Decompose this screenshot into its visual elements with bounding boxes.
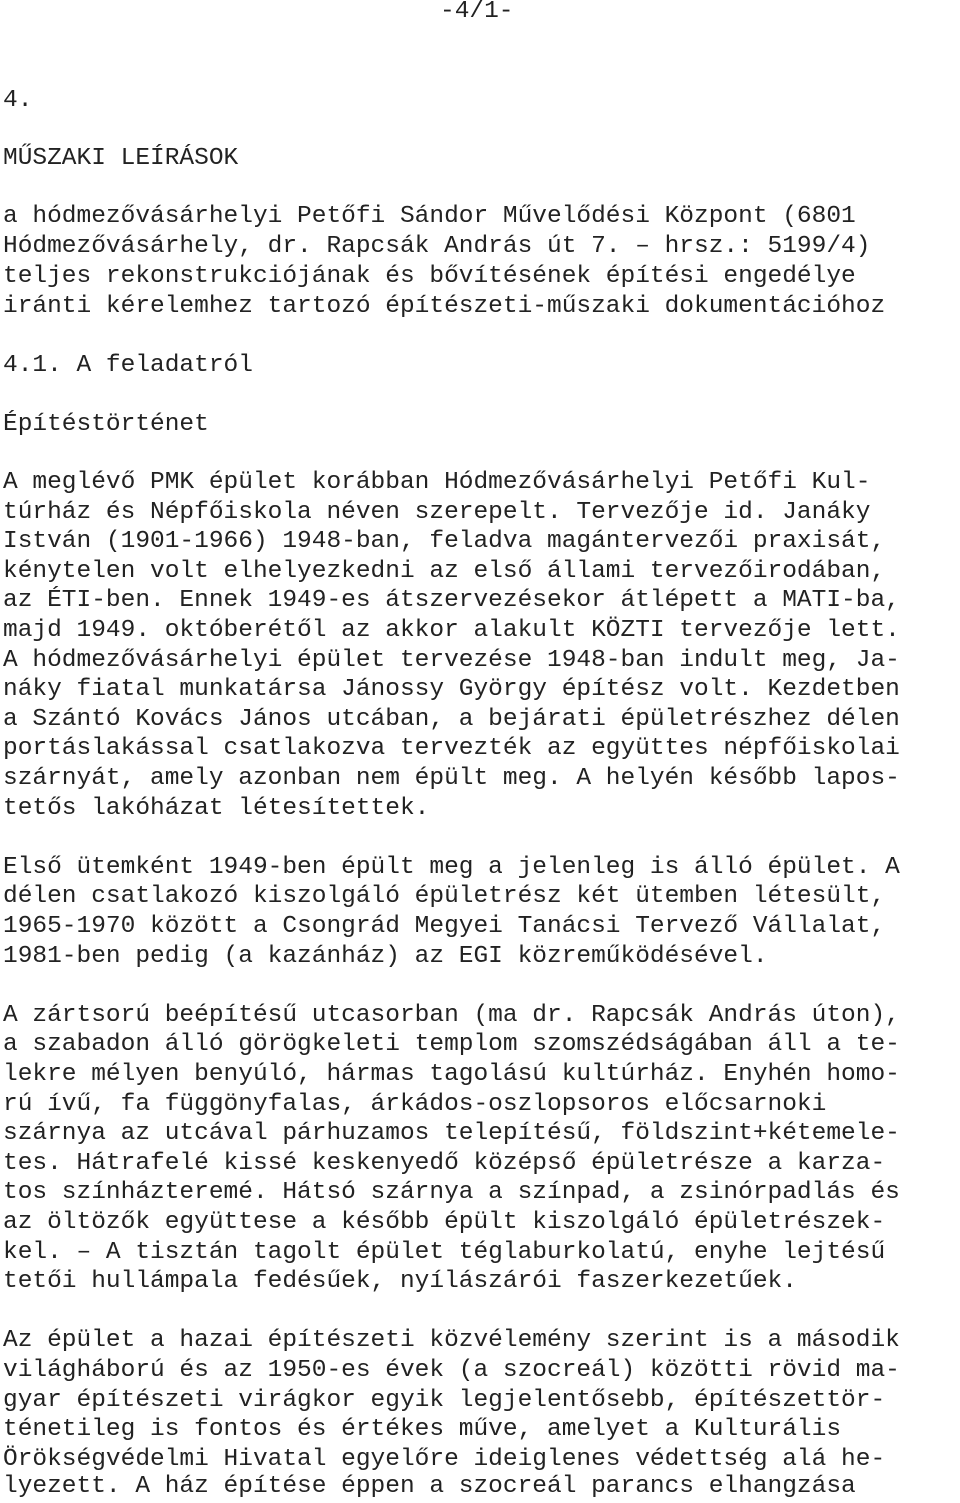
- paragraph-line: majd 1949. októberétől az akkor alakult KÖZTI tervezője lett.: [3, 617, 900, 644]
- paragraph-line: Első ütemként 1949-ben épült meg a jelenleg is álló épület. A: [3, 854, 900, 881]
- page-number: -4/1-: [440, 0, 514, 25]
- paragraph-line: tetői hullámpala fedésűek, nyílászárói faszerkezetűek.: [3, 1268, 797, 1295]
- paragraph-line: világháború és az 1950-es évek (a szocreál) közötti rövid ma-: [3, 1357, 900, 1384]
- paragraph-line: délen csatlakozó kiszolgáló épületrész két ütemben létesült,: [3, 883, 886, 910]
- paragraph-line: 1965-1970 között a Csongrád Megyei Tanácsi Tervező Vállalat,: [3, 913, 886, 940]
- paragraph-line: szárnya az utcával párhuzamos telepítésű, földszint+kétemele-: [3, 1120, 900, 1147]
- paragraph-line: István (1901-1966) 1948-ban, feladva magántervezői praxisát,: [3, 528, 886, 555]
- paragraph-line: A meglévő PMK épület korábban Hódmezővásárhelyi Petőfi Kul-: [3, 469, 871, 496]
- intro-line: a hódmezővásárhelyi Petőfi Sándor Művelődési Központ (6801: [3, 203, 856, 230]
- paragraph-line: lekre mélyen benyúló, hármas tagolású kultúrház. Enyhén homo-: [3, 1061, 900, 1088]
- chapter-title: MŰSZAKI LEÍRÁSOK: [3, 145, 239, 172]
- subheading: Építéstörténet: [3, 411, 209, 438]
- paragraph-line: a szabadon álló görögkeleti templom szomszédságában áll a te-: [3, 1031, 900, 1058]
- paragraph-line: Az épület a hazai építészeti közvélemény szerint is a második: [3, 1327, 900, 1354]
- chapter-number: 4.: [3, 87, 33, 114]
- paragraph-line: szárnyát, amely azonban nem épült meg. A helyén később lapos-: [3, 765, 900, 792]
- paragraph-line: A zártsorú beépítésű utcasorban (ma dr. Rapcsák András úton),: [3, 1002, 900, 1029]
- paragraph-line: A hódmezővásárhelyi épület tervezése 1948-ban indult meg, Ja-: [3, 647, 900, 674]
- paragraph-line: lyezett. A ház építése éppen a szocreál parancs elhangzása: [3, 1473, 856, 1500]
- paragraph-line: ténetileg is fontos és értékes műve, amelyet a Kulturális: [3, 1416, 842, 1443]
- paragraph-line: tes. Hátrafelé kissé keskenyedő középső épületrésze a karza-: [3, 1150, 886, 1177]
- paragraph-line: portáslakással csatlakozva tervezték az együttes népfőiskolai: [3, 735, 900, 762]
- section-heading: 4.1. A feladatról: [3, 352, 253, 379]
- paragraph-line: gyar építészeti virágkor egyik legjelentősebb, építészettör-: [3, 1387, 886, 1414]
- paragraph-line: tetős lakóházat létesítettek.: [3, 795, 430, 822]
- paragraph-line: Örökségvédelmi Hivatal egyelőre ideiglenes védettség alá he-: [3, 1446, 886, 1473]
- intro-line: iránti kérelemhez tartozó építészeti-műszaki dokumentációhoz: [3, 293, 886, 320]
- paragraph-line: az öltözők együttese a később épült kiszolgáló épületrészek-: [3, 1209, 886, 1236]
- paragraph-line: tos színházteremé. Hátsó szárnya a színpad, a zsinórpadlás és: [3, 1179, 900, 1206]
- paragraph-line: a Szántó Kovács János utcában, a bejárati épületrészhez délen: [3, 706, 900, 733]
- paragraph-line: kénytelen volt elhelyezkedni az első állami tervezőirodában,: [3, 558, 886, 585]
- intro-line: Hódmezővásárhely, dr. Rapcsák András út 7. – hrsz.: 5199/4): [3, 233, 871, 260]
- paragraph-line: rú ívű, fa függönyfalas, árkádos-oszlopsoros előcsarnoki: [3, 1091, 827, 1118]
- intro-line: teljes rekonstrukciójának és bővítésének építési engedélye: [3, 263, 856, 290]
- paragraph-line: túrház és Népfőiskola néven szerepelt. Tervezője id. Janáky: [3, 499, 871, 526]
- paragraph-line: kel. – A tisztán tagolt épület téglaburkolatú, enyhe lejtésű: [3, 1239, 886, 1266]
- paragraph-line: náky fiatal munkatársa Jánossy György építész volt. Kezdetben: [3, 676, 900, 703]
- paragraph-line: az ÉTI-ben. Ennek 1949-es átszervezésekor átlépett a MATI-ba,: [3, 587, 900, 614]
- paragraph-line: 1981-ben pedig (a kazánház) az EGI közreműködésével.: [3, 943, 768, 970]
